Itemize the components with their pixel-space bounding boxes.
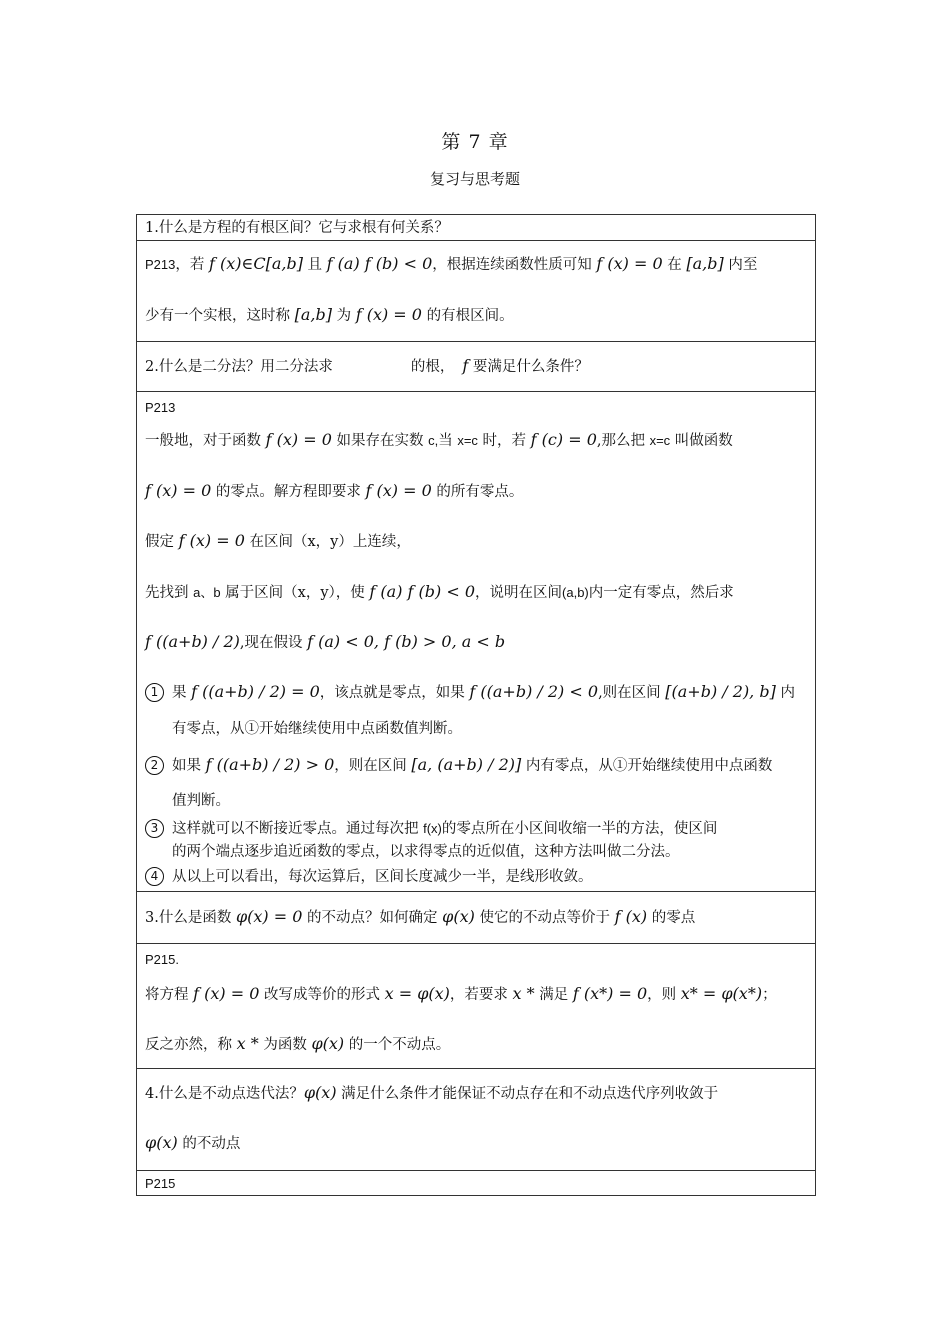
chapter-title: 第 7 章 [441, 131, 509, 153]
q2-l4-interval: (a,b) [562, 585, 589, 600]
q2-question-a: 2.什么是二分法？用二分法求 [145, 359, 333, 375]
q2-l4-c: ，说明在区间 [475, 585, 563, 601]
q4-q-a: 4.什么是不动点迭代法？ [145, 1086, 304, 1102]
q3-q-math-2: φ(x) [442, 907, 475, 926]
q2-i2-c: 内有零点，从①开始继续使用中点函数 [521, 758, 773, 774]
circled-four-icon: 4 [145, 867, 164, 886]
q2-line-3 [145, 531, 809, 552]
q1-math-4: [a,b] [686, 254, 724, 273]
q2-line-5 [145, 632, 809, 653]
q2-i2-a: 如果 [172, 758, 206, 774]
q3-l1-g: ； [762, 987, 777, 1003]
q2-line-2 [145, 481, 809, 502]
q3-q-c: 使它的不动点等价于 [474, 910, 615, 926]
q2-i4-a: 从以上可以看出，每次运算后，区间长度减少一半，是线形收敛。 [172, 869, 593, 885]
q2-l4-ab: a、b [193, 585, 221, 600]
q2-l2-b: 的所有零点。 [431, 484, 524, 500]
q3-q-b: 的不动点？如何确定 [302, 910, 443, 926]
q2-i1-math-3: [(a+b) / 2), b] [665, 682, 776, 701]
q1-text-6: 少有一个实根，这时称 [145, 308, 295, 324]
q2-item-3-line-1 [145, 819, 809, 839]
circled-one-icon: 1 [145, 683, 164, 702]
q1-text-5: 内至 [723, 257, 758, 273]
q2-i1-c: ,则在区间 [598, 685, 666, 701]
q3-l2-math-1: x * [236, 1034, 259, 1053]
q3-l1-f: ，则 [647, 987, 681, 1003]
q3-line-2 [145, 1034, 809, 1055]
q2-l5-a: ,现在假设 [239, 635, 308, 651]
q4-q-math-1: φ(x) [303, 1083, 337, 1102]
q2-l1-a: 一般地，对于函数 [145, 433, 266, 449]
q3-l1-math-4: f (x*) = 0 [572, 984, 648, 1003]
q1-math-6: f (x) = 0 [355, 305, 422, 324]
q2-question-row [137, 342, 816, 392]
q3-answer-row [137, 944, 816, 1069]
q3-l1-a: 将方程 [145, 987, 194, 1003]
q2-i2-math-2: [a, (a+b) / 2)] [411, 755, 522, 774]
q1-text-1: ，若 [175, 257, 209, 273]
q3-q-math-3: f (x) [614, 907, 648, 926]
q3-line-1 [145, 984, 809, 1005]
q1-page-ref: P213 [145, 257, 176, 272]
q1-math-2: f (a) f (b) < 0 [326, 254, 433, 273]
q4-question-line-1 [145, 1083, 809, 1104]
q1-text-4: 在 [662, 257, 687, 273]
q1-question [145, 218, 809, 238]
q2-i2-math-1: f ((a+b) / 2) > 0 [205, 755, 335, 774]
chapter-subtitle: 复习与思考题 [429, 170, 520, 188]
q2-l1-x2: x=c [649, 433, 671, 448]
q4-q-b: 满足什么条件才能保证不动点存在和不动点迭代序列收敛于 [336, 1086, 719, 1102]
q1-question-row [137, 215, 816, 241]
q4-q-c: 的不动点 [177, 1136, 241, 1152]
q2-item-2-line-2: 值判断。 [172, 793, 230, 809]
q1-answer-row [137, 241, 816, 342]
q2-question-f: f [462, 356, 469, 375]
q2-l1-math-1: f (x) = 0 [265, 430, 332, 449]
q3-q-a: 3.什么是函数 [145, 910, 236, 926]
q2-l4-math: f (a) f (b) < 0 [369, 582, 476, 601]
q2-l1-f: ,那么把 [596, 433, 650, 449]
q1-answer-line-1 [145, 254, 809, 275]
q2-l3-math: f (x) = 0 [178, 531, 245, 550]
q3-l2-math-2: φ(x) [311, 1034, 345, 1053]
q4-answer-row [137, 1171, 816, 1196]
q2-question-b: 的根， [410, 359, 455, 375]
q1-text-7: 为 [331, 308, 356, 324]
q4-question-line-2 [145, 1133, 809, 1154]
q3-l1-math-5: x* = φ(x*) [680, 984, 763, 1003]
q2-l1-d: 当 [438, 433, 458, 449]
q2-l4-a: 先找到 [145, 585, 194, 601]
q2-l5-math-1: f ((a+b) / 2) [145, 632, 240, 651]
q2-i1-d: 内 [775, 685, 795, 701]
q2-i3-a: 这样就可以不断接近零点。通过每次把 [172, 821, 424, 837]
q2-i3-b: 的零点所在小区间收缩一半的方法，使区间 [441, 821, 718, 837]
q2-i1-b: ，该点就是零点，如果 [319, 685, 470, 701]
q2-item-4-line-1 [145, 867, 809, 887]
q1-math-1: f (x)∈C[a,b] [208, 254, 303, 273]
q3-q-d: 的零点 [647, 910, 696, 926]
q3-l2-b: 为函数 [258, 1037, 312, 1053]
q3-page-ref: P215. [145, 952, 179, 967]
q4-question-row [137, 1069, 816, 1171]
q2-item-1-line-2: 有零点，从①开始继续使用中点函数值判断。 [172, 721, 462, 737]
q3-l1-b: 改写成等价的形式 [259, 987, 385, 1003]
q2-l1-math-2: f (c) = 0 [530, 430, 597, 449]
q2-l4-d: 内一定有零点，然后求 [588, 585, 734, 601]
q1-math-5: [a,b] [294, 305, 332, 324]
q1-question-text: 1.什么是方程的有根区间？它与求根有何关系？ [145, 220, 449, 236]
q3-l1-math-2: x = φ(x) [384, 984, 450, 1003]
q3-question-row [137, 892, 816, 944]
q2-item-3-line-2: 的两个端点逐步追近函数的零点，以求得零点的近似值，这种方法叫做二分法。 [172, 844, 680, 860]
q2-l1-e: 时，若 [477, 433, 531, 449]
q2-l2-math-1: f (x) = 0 [145, 481, 212, 500]
circled-three-icon: 3 [145, 819, 164, 838]
q2-l3-a: 假定 [145, 534, 179, 550]
q2-l4-b: 属于区间（x，y），使 [220, 585, 370, 601]
q2-i2-b: ，则在区间 [334, 758, 412, 774]
q2-l2-math-2: f (x) = 0 [365, 481, 432, 500]
q3-l1-math-3: x * [512, 984, 535, 1003]
q2-item-2-line-1 [145, 755, 809, 776]
q4-q-math-2: φ(x) [145, 1133, 178, 1152]
q1-text-2: 且 [302, 257, 327, 273]
circled-two-icon: 2 [145, 756, 164, 775]
q1-text-3: ，根据连续函数性质可知 [432, 257, 597, 273]
q3-l2-a: 反之亦然，称 [145, 1037, 237, 1053]
q1-math-3: f (x) = 0 [596, 254, 663, 273]
q3-question [145, 907, 809, 928]
q2-l1-g: 叫做函数 [670, 433, 733, 449]
q2-page-ref: P213 [145, 400, 176, 415]
q3-l2-c: 的一个不动点。 [344, 1037, 451, 1053]
q2-item-1-line-1 [145, 682, 809, 703]
q4-page-ref: P215 [145, 1176, 176, 1191]
q3-l1-math-1: f (x) = 0 [193, 984, 260, 1003]
review-table [136, 214, 816, 1196]
q1-answer-line-2 [145, 305, 809, 326]
q2-question [145, 356, 809, 377]
q3-l1-d: 满足 [534, 987, 573, 1003]
q2-line-4 [145, 582, 809, 603]
q2-i1-a: 果 [172, 685, 192, 701]
q2-question-c: 要满足什么条件？ [468, 359, 589, 375]
q3-l1-c: ，若要求 [449, 987, 513, 1003]
q2-i3-fx: f(x) [423, 821, 442, 836]
q2-l2-a: 的零点。解方程即要求 [211, 484, 366, 500]
q2-answer-row [137, 392, 816, 892]
q2-l3-b: 在区间（x，y）上连续， [244, 534, 411, 550]
q1-text-8: 的有根区间。 [421, 308, 514, 324]
q2-line-1 [145, 430, 809, 451]
q2-l1-c: c, [428, 433, 439, 448]
q2-i1-math-2: f ((a+b) / 2) < 0 [469, 682, 599, 701]
q2-i1-math-1: f ((a+b) / 2) = 0 [191, 682, 320, 701]
q3-q-math-1: φ(x) = 0 [235, 907, 303, 926]
q2-l5-math-2: f (a) < 0, f (b) > 0, a < b [307, 632, 506, 651]
q2-l1-b: 如果存在实数 [331, 433, 429, 449]
q2-l1-x1: x=c [457, 433, 478, 448]
